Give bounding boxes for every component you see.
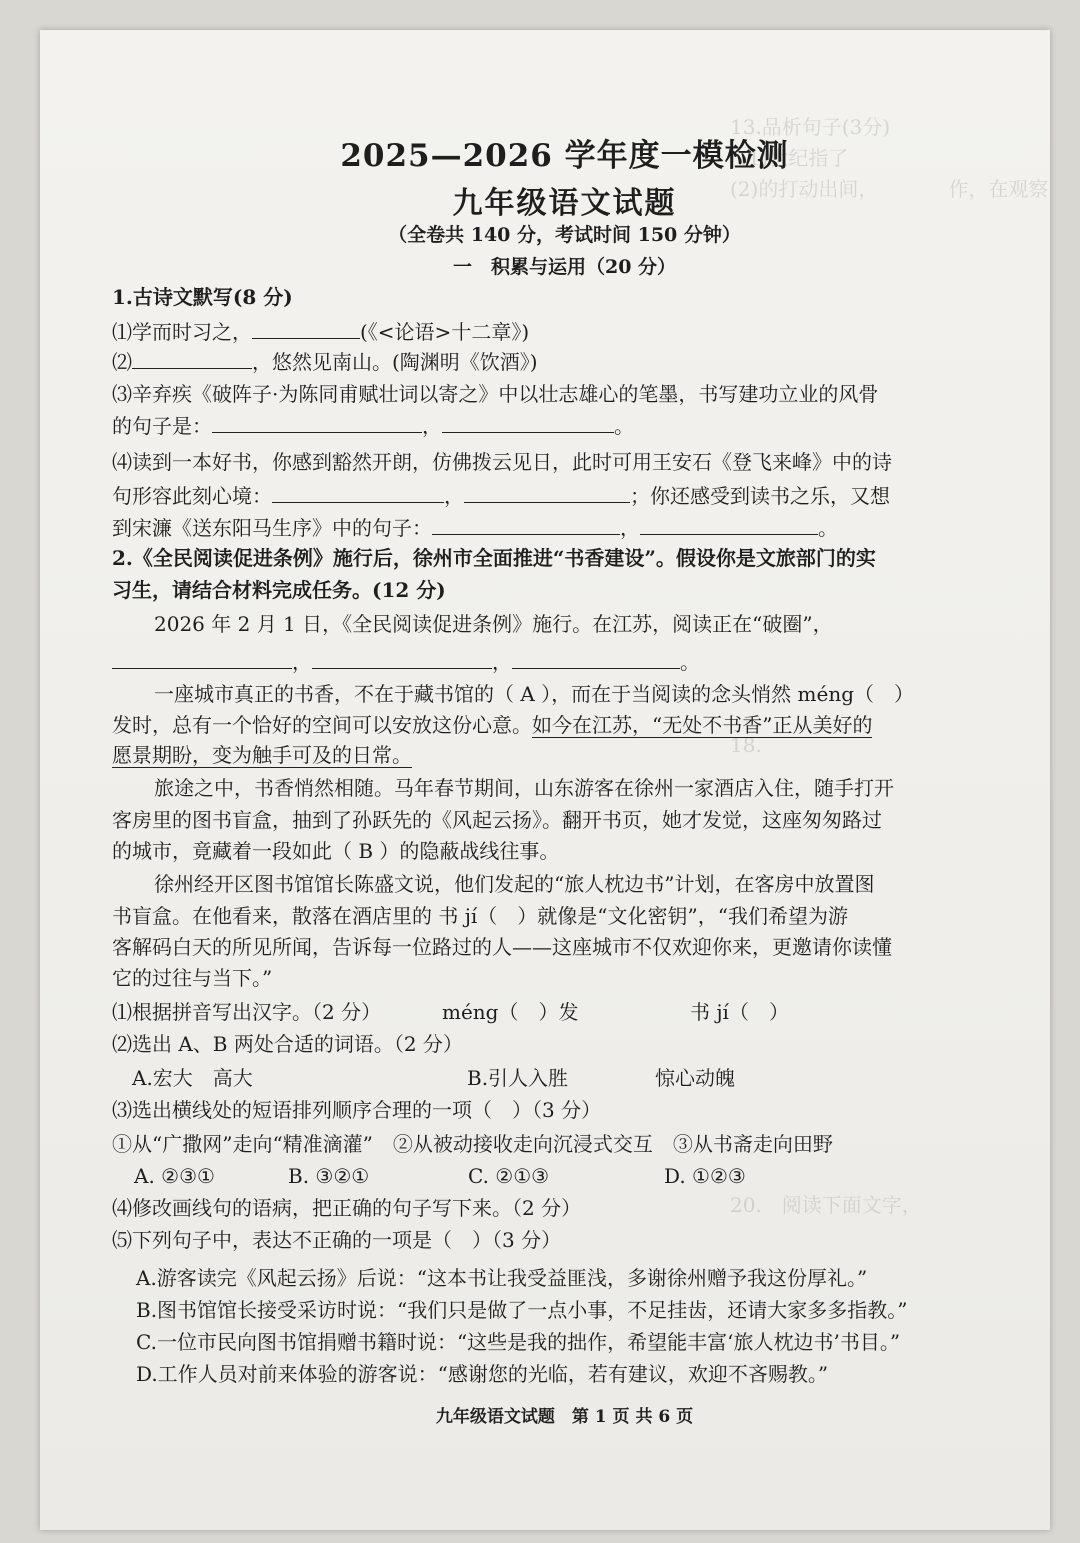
page-footer: 九年级语文试题 第 1 页 共 6 页 — [435, 1407, 694, 1427]
q2-sub5-option-b[interactable]: B.图书馆馆长接受采访时说：“我们只是做了一点小事，不足挂齿，还请大家多多指教。” — [136, 1298, 908, 1322]
q2-heading-line1: 2.《全民阅读促进条例》施行后，徐州市全面推进“书香建设”。假设你是文旅部门的实 — [112, 546, 876, 570]
q1-line4b-suffix: ；你还感受到读书之乐，又想 — [630, 484, 890, 508]
q1-heading: 1.古诗文默写(8 分) — [112, 285, 293, 309]
q2-para4-line2: 书盲盒。在他看来，散落在酒店里的 书 jí（ ）就像是“文化密钥”，“我们希望为游 — [112, 904, 848, 928]
q2-sub5-option-c[interactable]: C.一位市民向图书馆捐赠书籍时说：“这些是我的拙作，希望能丰富‘旅人枕边书’书目。” — [136, 1330, 901, 1354]
q2-sub5-option-a[interactable]: A.游客读完《风起云扬》后说：“这本书让我受益匪浅，多谢徐州赠予我这份厚礼。” — [136, 1266, 868, 1290]
q2-sub5-option-d[interactable]: D.工作人员对前来体验的游客说：“感谢您的光临，若有建议，欢迎不吝赐教。” — [136, 1362, 829, 1386]
q1-line1-suffix: (《<论语>十二章》) — [360, 320, 530, 344]
q2-para2-line3 — [112, 741, 412, 769]
q1-line2 — [112, 346, 538, 376]
q2-sub2-option-b-word2: 惊心动魄 — [655, 1066, 735, 1090]
q2-para1: 2026 年 2 月 1 日，《全民阅读促进条例》施行。在江苏，阅读正在“破圈”， — [154, 612, 833, 636]
q1-line4b-prefix: 句形容此刻心境： — [112, 484, 272, 508]
q2-sub1-ji: 书 jí（ ） — [690, 1000, 789, 1024]
answer-blank[interactable] — [640, 512, 818, 535]
section-heading: 一 积累与运用（20 分） — [452, 256, 677, 278]
subject-title: 九年级语文试题 — [452, 186, 677, 221]
q2-sub1-meng: méng（ ）发 — [442, 1000, 579, 1024]
q1-line3b — [112, 410, 634, 440]
q2-para3-line3: 的城市，竟藏着一段如此（ B ）的隐蔽战线往事。 — [112, 839, 560, 863]
q2-para3-line1: 旅途之中，书香悄然相随。马年春节期间，山东游客在徐州一家酒店入住，随手打开 — [154, 776, 894, 800]
q2-sub2-option-b[interactable]: B.引人入胜 — [467, 1066, 569, 1090]
comma: ， — [620, 516, 640, 540]
q1-line4b — [112, 480, 890, 510]
q1-line1 — [112, 316, 529, 346]
answer-blank[interactable] — [212, 410, 422, 433]
comma: ， — [444, 484, 464, 508]
underlined-sentence: 愿景期盼，变为触手可及的日常。 — [112, 743, 412, 767]
bleed-through-text: 13.品析句子(3分) — [730, 115, 891, 139]
answer-blank[interactable] — [312, 646, 492, 669]
answer-blank[interactable] — [112, 646, 292, 669]
period: 。 — [818, 516, 838, 540]
q2-para4-line4: 它的过往与当下。” — [112, 966, 273, 990]
bleed-through-text: 20. 阅读下面文字， — [730, 1193, 992, 1217]
q1-line2-suffix: ，悠然见南山。(陶渊明《饮酒》) — [252, 350, 538, 374]
answer-blank[interactable] — [442, 410, 614, 433]
q2-sub2: ⑵选出 A、B 两处合适的词语。（2 分） — [112, 1032, 463, 1056]
q1-line4c — [112, 512, 838, 542]
q2-sub3-option-b[interactable]: B. ③②① — [288, 1164, 370, 1188]
q2-para3-line2: 客房里的图书盲盒，抽到了孙跃先的《风起云扬》。翻开书页，她才发觉，这座匆匆路过 — [112, 808, 882, 832]
bleed-through-text: 18. — [730, 733, 962, 757]
q2-sub3-option-c[interactable]: C. ②①③ — [468, 1164, 550, 1188]
q1-line3b-prefix: 的句子是： — [112, 414, 212, 438]
q2-para1-blanks — [112, 646, 700, 676]
bleed-through-text: (1)世纪指了 — [740, 146, 1009, 170]
exam-info: （全卷共 140 分，考试时间 150 分钟） — [388, 224, 741, 246]
q1-line4: ⑷读到一本好书，你感到豁然开朗，仿佛拨云见日，此时可用王安石《登飞来峰》中的诗 — [112, 450, 892, 474]
q2-para4-line1: 徐州经开区图书馆馆长陈盛文说，他们发起的“旅人枕边书”计划，在客房中放置图 — [154, 872, 875, 896]
q1-line2-prefix: ⑵ — [112, 350, 132, 374]
q2-sub3: ⑶选出横线处的短语排列顺序合理的一项（ ）（3 分） — [112, 1098, 602, 1122]
q2-sub3-option-d[interactable]: D. ①②③ — [664, 1164, 746, 1188]
comma: ， — [292, 650, 312, 674]
exam-title: 2025—2026 学年度一模检测 — [340, 138, 789, 174]
q1-line4c-prefix: 到宋濂《送东阳马生序》中的句子： — [112, 516, 432, 540]
answer-blank[interactable] — [512, 646, 680, 669]
answer-blank[interactable] — [272, 480, 444, 503]
answer-blank[interactable] — [432, 512, 620, 535]
q2-heading-line2: 习生，请结合材料完成任务。(12 分) — [112, 578, 446, 602]
period: 。 — [680, 650, 700, 674]
q2-sub3-option-a[interactable]: A. ②③① — [134, 1164, 215, 1188]
q2-sub1: ⑴根据拼音写出汉字。（2 分） — [112, 1000, 382, 1024]
q2-para2-line1: 一座城市真正的书香，不在于藏书馆的（ A ），而在于当阅读的念头悄然 méng（ ） — [154, 682, 914, 706]
q2-sub2-option-a[interactable]: A.宏大 高大 — [132, 1066, 253, 1090]
q2-sub3-items: ①从“广撒网”走向“精准滴灌” ②从被动接收走向沉浸式交互 ③从书斋走向田野 — [112, 1132, 833, 1156]
period: 。 — [614, 414, 634, 438]
q2-para2-text: 发时，总有一个恰好的空间可以安放这份心意。 — [112, 713, 532, 737]
underlined-sentence: 如今在江苏，“无处不书香”正从美好的 — [532, 713, 873, 737]
exam-paper — [40, 30, 1050, 1530]
q2-para4-line3: 客解码白天的所见所闻，告诉每一位路过的人——这座城市不仅欢迎你来，更邀请你读懂 — [112, 935, 892, 959]
q2-para2-line2 — [112, 711, 872, 739]
comma: ， — [492, 650, 512, 674]
q2-sub5: ⑸下列句子中，表达不正确的一项是（ ）（3 分） — [112, 1228, 562, 1252]
comma: ， — [422, 414, 442, 438]
answer-blank[interactable] — [464, 480, 630, 503]
bleed-through-text: (2)的打动出间， 作，在观察 — [730, 177, 1049, 201]
answer-blank[interactable] — [252, 316, 360, 339]
answer-blank[interactable] — [132, 346, 252, 369]
q2-sub4: ⑷修改画线句的语病，把正确的句子写下来。（2 分） — [112, 1196, 582, 1220]
q1-line1-prefix: ⑴学而时习之， — [112, 320, 252, 344]
q1-line3: ⑶辛弃疾《破阵子·为陈同甫赋壮词以寄之》中以壮志雄心的笔墨，书写建功立业的风骨 — [112, 382, 879, 406]
